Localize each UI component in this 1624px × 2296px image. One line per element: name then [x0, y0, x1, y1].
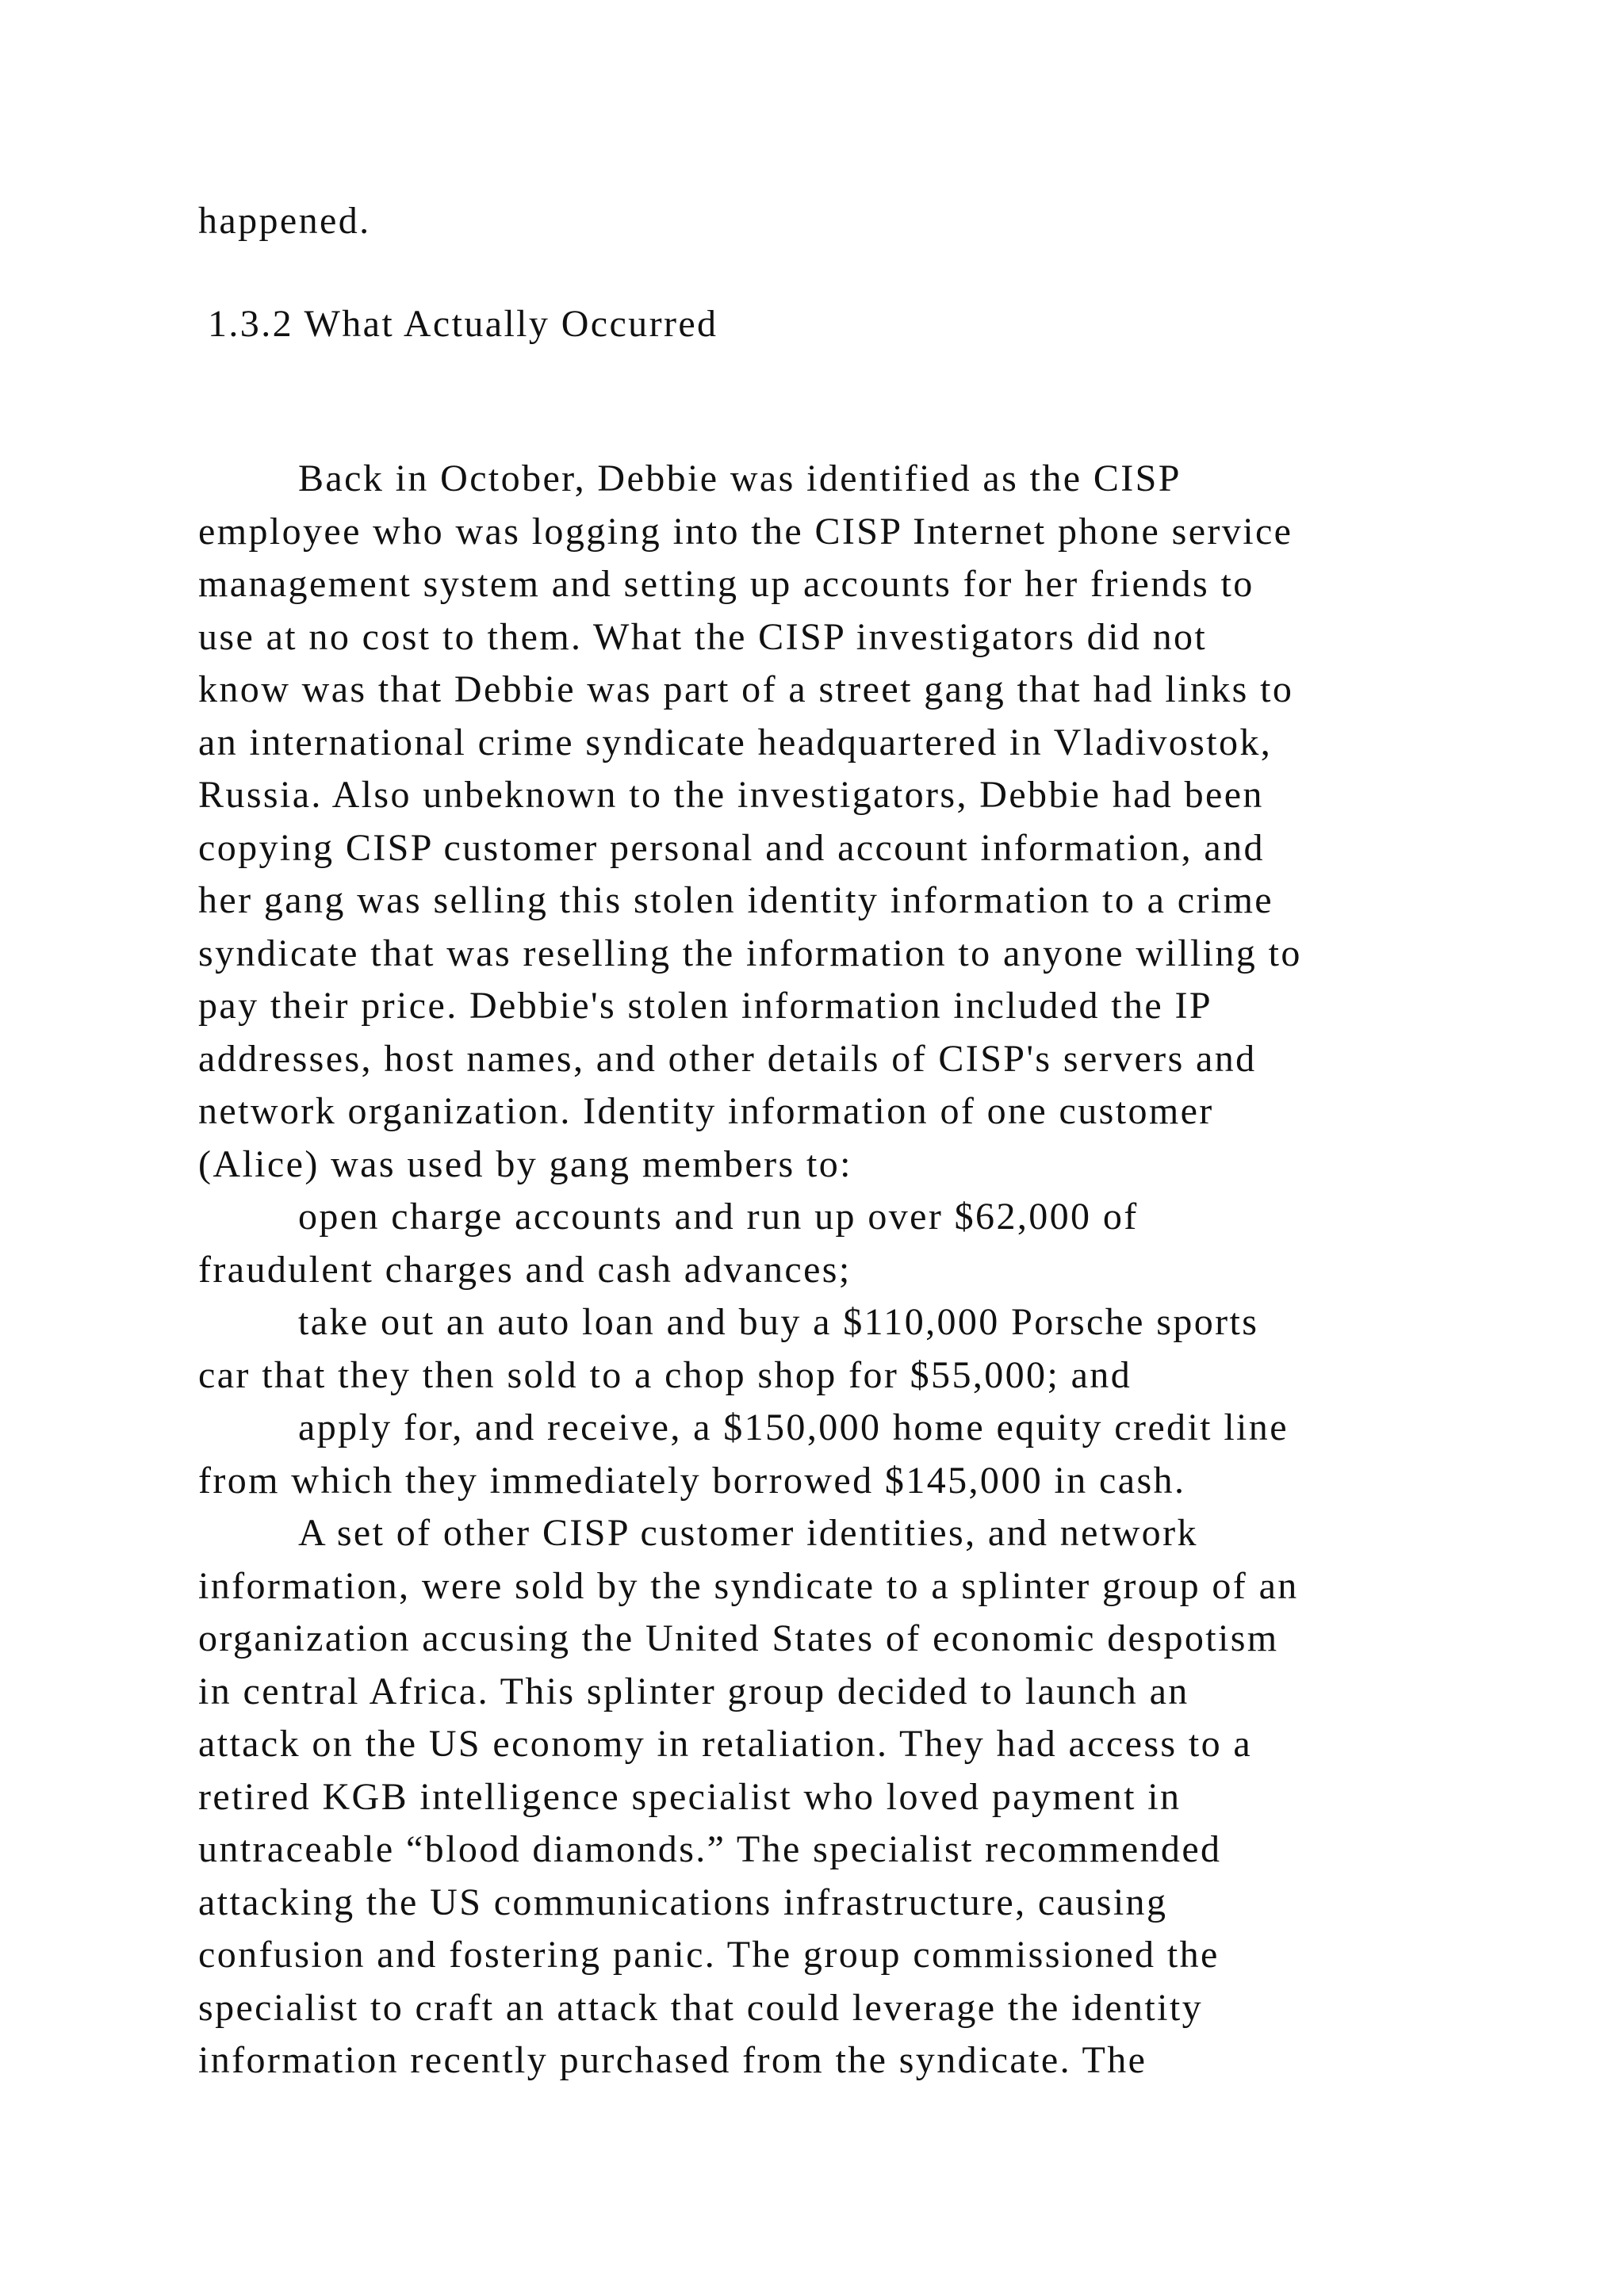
paragraph-line: know was that Debbie was part of a street gang that had links to — [198, 668, 1294, 710]
paragraph-line: use at no cost to them. What the CISP investigators did not — [198, 615, 1208, 658]
paragraph-line: management system and setting up accounts for her friends to — [198, 563, 1254, 605]
paragraph-1 — [198, 453, 1499, 1191]
paragraph-line: retired KGB intelligence specialist who loved payment in — [198, 1775, 1182, 1818]
list-item-3 — [198, 1402, 1499, 1507]
paragraph-line: Back in October, Debbie was identified as the CISP — [298, 457, 1182, 499]
spacer — [198, 350, 1499, 453]
paragraph-line: information, were sold by the syndicate to a splinter group of an — [198, 1564, 1299, 1607]
list-item-line: from which they immediately borrowed $145,000 in cash. — [198, 1459, 1186, 1502]
paragraph-line: an international crime syndicate headquartered in Vladivostok, — [198, 721, 1273, 763]
paragraph-line: confusion and fostering panic. The group commissioned the — [198, 1934, 1220, 1976]
paragraph-line: network organization. Identity information of one customer — [198, 1090, 1214, 1132]
lead-line: happened. — [198, 200, 371, 242]
list-item-line: apply for, and receive, a $150,000 home equity credit line — [298, 1406, 1289, 1448]
paragraph-line: in central Africa. This splinter group decided to launch an — [198, 1670, 1189, 1712]
paragraph-line: copying CISP customer personal and account information, and — [198, 826, 1265, 869]
paragraph-line: pay their price. Debbie's stolen information included the IP — [198, 985, 1213, 1027]
paragraph-line: syndicate that was reselling the information to anyone willing to — [198, 932, 1302, 974]
paragraph-line: untraceable “blood diamonds.” The specialist recommended — [198, 1828, 1222, 1870]
paragraph-2 — [198, 1507, 1499, 2087]
paragraph-line: employee who was logging into the CISP Internet phone service — [198, 510, 1293, 553]
paragraph-line: attacking the US communications infrastructure, causing — [198, 1881, 1168, 1923]
list-item-1 — [198, 1191, 1499, 1296]
paragraph-line: addresses, host names, and other details of CISP's servers and — [198, 1037, 1257, 1080]
paragraph-line: (Alice) was used by gang members to: — [198, 1142, 852, 1185]
paragraph-line: A set of other CISP customer identities, and network — [298, 1512, 1198, 1554]
list-item-line: fraudulent charges and cash advances; — [198, 1248, 852, 1291]
paragraph-line: her gang was selling this stolen identity information to a crime — [198, 879, 1274, 921]
list-item-line: open charge accounts and run up over $62,000 of — [298, 1196, 1139, 1238]
paragraph-line: organization accusing the United States of economic despotism — [198, 1617, 1279, 1659]
paragraph-line: Russia. Also unbeknown to the investigators, Debbie had been — [198, 774, 1264, 816]
document-body — [198, 195, 1499, 2087]
paragraph-line: information recently purchased from the syndicate. The — [198, 2039, 1147, 2081]
spacer — [198, 248, 1499, 298]
list-item-2 — [198, 1296, 1499, 1402]
paragraph-line: specialist to craft an attack that could leverage the identity — [198, 1986, 1204, 2029]
list-item-line: take out an auto loan and buy a $110,000 Porsche sports — [298, 1301, 1259, 1343]
list-item-line: car that they then sold to a chop shop for $55,000; and — [198, 1353, 1132, 1396]
section-heading: 1.3.2 What Actually Occurred — [208, 302, 718, 345]
paragraph-line: attack on the US economy in retaliation. They had access to a — [198, 1723, 1253, 1765]
